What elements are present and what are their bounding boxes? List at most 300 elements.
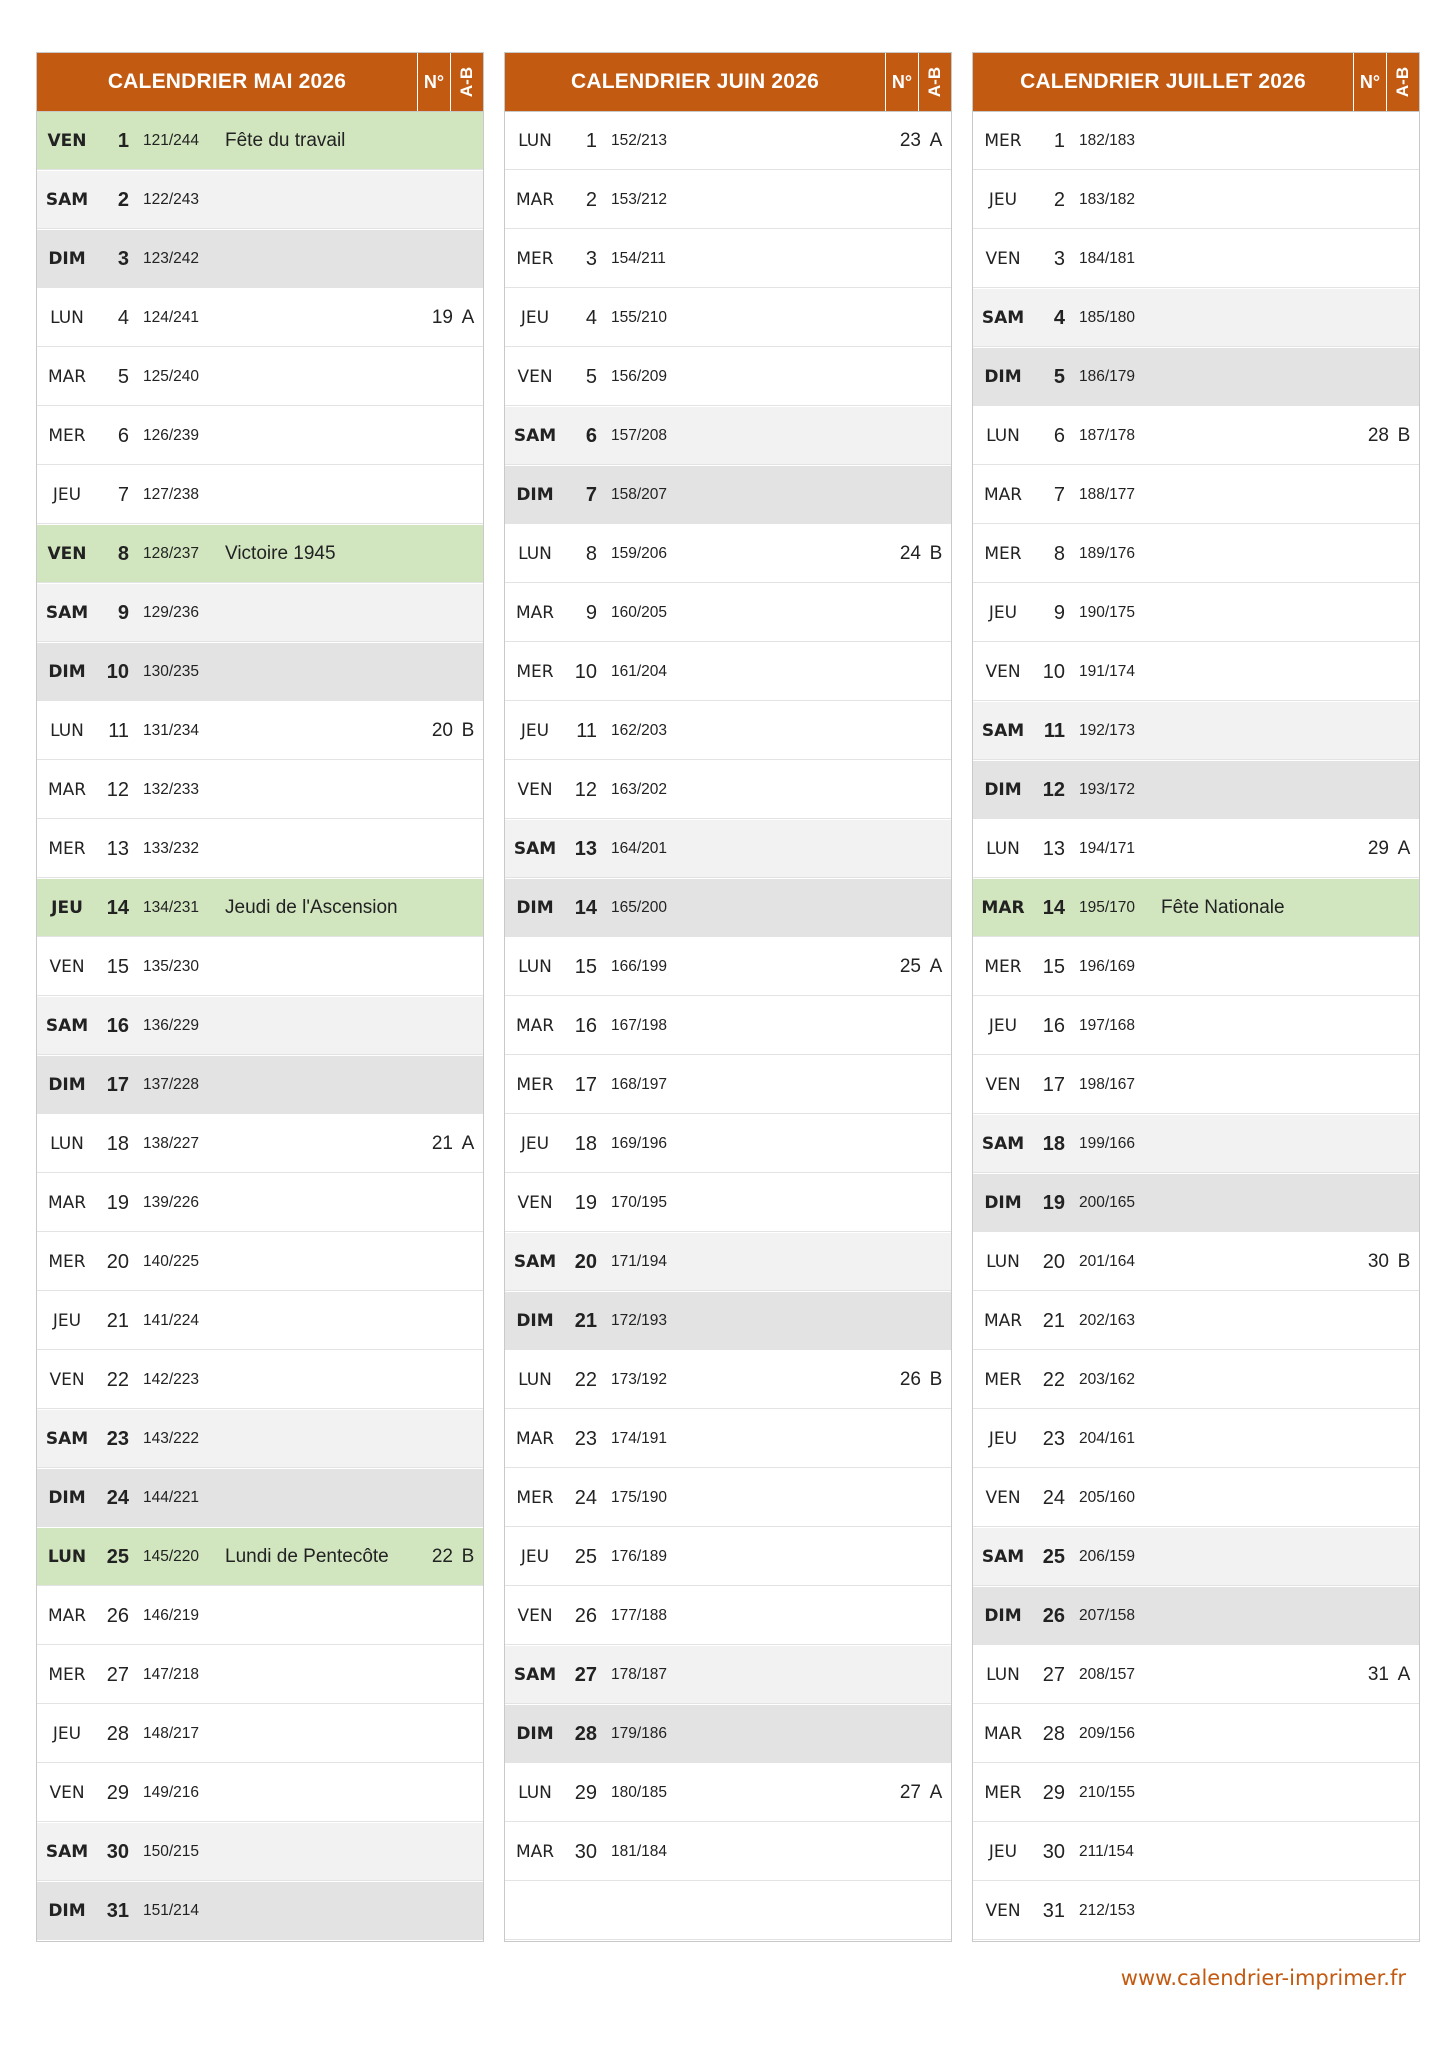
day-number: 3	[585, 247, 597, 270]
month-header	[505, 53, 951, 112]
day-name: SAM	[45, 1429, 89, 1449]
day-number: 11	[1043, 719, 1065, 742]
day-row	[505, 938, 951, 997]
day-name: LUN	[47, 1547, 87, 1567]
day-number: 2	[117, 188, 129, 211]
day-name: DIM	[48, 1488, 86, 1508]
day-name: SAM	[981, 1547, 1025, 1567]
day-number: 21	[1042, 1309, 1065, 1332]
day-row	[37, 1882, 483, 1941]
day-number: 23	[1042, 1427, 1065, 1450]
day-name: SAM	[45, 1016, 89, 1036]
ab-week-header: A-B	[450, 53, 483, 111]
day-number: 17	[574, 1073, 597, 1096]
day-of-year: 178/187	[611, 1666, 668, 1683]
day-row	[37, 1174, 483, 1233]
day-name: MAR	[983, 1311, 1023, 1331]
day-number: 9	[1053, 601, 1065, 624]
day-of-year: 121/244	[143, 132, 200, 149]
day-row	[505, 820, 951, 879]
month-may	[36, 52, 484, 1942]
day-number: 31	[106, 1899, 129, 1922]
week-number: 23	[899, 130, 921, 151]
day-row	[37, 1056, 483, 1115]
day-row	[37, 938, 483, 997]
day-of-year: 133/232	[143, 840, 200, 857]
day-number: 3	[117, 247, 129, 270]
day-name: JEU	[988, 1016, 1018, 1036]
day-of-year: 146/219	[143, 1607, 200, 1624]
ab-week-header: A-B	[1386, 53, 1419, 111]
day-of-year: 163/202	[611, 781, 668, 798]
day-row	[37, 407, 483, 466]
day-of-year: 147/218	[143, 1666, 200, 1683]
day-row	[973, 112, 1419, 171]
week-number: 19	[431, 307, 453, 328]
holiday-name: Fête Nationale	[1161, 897, 1285, 918]
day-name: JEU	[520, 1547, 550, 1567]
day-name: MAR	[983, 485, 1023, 505]
day-name: VEN	[985, 1075, 1021, 1095]
day-name: SAM	[45, 190, 89, 210]
day-name: MER	[984, 1783, 1022, 1803]
day-number: 1	[585, 129, 597, 152]
day-name: DIM	[984, 367, 1022, 387]
day-name: JEU	[51, 898, 83, 918]
day-number: 16	[574, 1014, 597, 1037]
day-of-year: 198/167	[1079, 1076, 1136, 1093]
day-name: VEN	[47, 544, 87, 564]
day-name: DIM	[48, 249, 86, 269]
day-name: SAM	[45, 1842, 89, 1862]
day-row	[505, 997, 951, 1056]
day-of-year: 209/156	[1079, 1725, 1136, 1742]
day-name: VEN	[517, 780, 553, 800]
day-number: 17	[1042, 1073, 1065, 1096]
day-number: 4	[585, 306, 597, 329]
day-number: 22	[1042, 1368, 1065, 1391]
day-of-year: 123/242	[143, 250, 200, 267]
day-name: LUN	[518, 1370, 552, 1390]
day-row	[505, 1174, 951, 1233]
day-row	[973, 938, 1419, 997]
day-name: VEN	[47, 131, 87, 151]
day-number: 25	[106, 1545, 129, 1568]
day-row	[37, 1646, 483, 1705]
day-of-year: 200/165	[1079, 1194, 1136, 1211]
footer-url[interactable]: www.calendrier-imprimer.fr	[1120, 1966, 1406, 1990]
day-row	[973, 230, 1419, 289]
day-name: MAR	[47, 367, 87, 387]
day-row	[37, 584, 483, 643]
day-number: 7	[117, 483, 129, 506]
day-name: MER	[984, 957, 1022, 977]
day-name: JEU	[988, 603, 1018, 623]
day-row	[37, 289, 483, 348]
month-header	[37, 53, 483, 112]
day-of-year: 206/159	[1079, 1548, 1136, 1565]
day-name: LUN	[518, 957, 552, 977]
day-name: VEN	[985, 662, 1021, 682]
day-of-year: 124/241	[143, 309, 200, 326]
day-of-year: 164/201	[611, 840, 668, 857]
day-name: MAR	[47, 1606, 87, 1626]
day-number: 18	[106, 1132, 129, 1155]
day-name: SAM	[45, 603, 89, 623]
week-number: 30	[1367, 1251, 1389, 1272]
day-of-year: 157/208	[611, 427, 668, 444]
ab-week: B	[1397, 425, 1411, 446]
day-of-year: 138/227	[143, 1135, 200, 1152]
day-name: VEN	[985, 1901, 1021, 1921]
day-number: 1	[1053, 129, 1065, 152]
day-number: 14	[106, 896, 129, 919]
day-row	[37, 1351, 483, 1410]
day-of-year: 205/160	[1079, 1489, 1136, 1506]
day-name: MER	[48, 1665, 86, 1685]
day-row	[37, 643, 483, 702]
day-of-year: 202/163	[1079, 1312, 1136, 1329]
day-of-year: 122/243	[143, 191, 200, 208]
day-number: 5	[117, 365, 129, 388]
week-number: 22	[431, 1546, 453, 1567]
week-number-header: N°	[417, 53, 450, 111]
day-row	[973, 348, 1419, 407]
day-number: 6	[117, 424, 129, 447]
day-name: VEN	[517, 1606, 553, 1626]
ab-week: B	[1397, 1251, 1411, 1272]
day-name: DIM	[984, 1606, 1022, 1626]
day-rows	[505, 112, 951, 1941]
day-row	[505, 1823, 951, 1882]
week-number: 28	[1367, 425, 1389, 446]
day-row	[973, 1233, 1419, 1292]
day-number: 15	[574, 955, 597, 978]
day-name: VEN	[985, 249, 1021, 269]
day-name: DIM	[984, 1193, 1022, 1213]
day-number: 3	[1053, 247, 1065, 270]
day-of-year: 186/179	[1079, 368, 1136, 385]
day-number: 31	[1042, 1899, 1065, 1922]
day-row	[973, 1764, 1419, 1823]
ab-week: A	[929, 130, 943, 151]
day-number: 19	[106, 1191, 129, 1214]
day-number: 19	[1042, 1191, 1065, 1214]
day-number: 12	[574, 778, 597, 801]
day-name: JEU	[520, 721, 550, 741]
day-row	[37, 1528, 483, 1587]
day-number: 14	[574, 896, 597, 919]
day-number: 29	[574, 1781, 597, 1804]
day-of-year: 128/237	[143, 545, 200, 562]
day-of-year: 197/168	[1079, 1017, 1136, 1034]
day-number: 7	[1053, 483, 1065, 506]
week-number: 25	[899, 956, 921, 977]
day-of-year: 161/204	[611, 663, 668, 680]
ab-week: A	[1397, 838, 1411, 859]
day-of-year: 131/234	[143, 722, 200, 739]
day-of-year: 148/217	[143, 1725, 200, 1742]
day-row	[37, 1292, 483, 1351]
day-name: LUN	[518, 131, 552, 151]
day-row	[37, 1115, 483, 1174]
week-number: 21	[431, 1133, 453, 1154]
day-of-year: 155/210	[611, 309, 668, 326]
day-row	[973, 702, 1419, 761]
day-number: 26	[106, 1604, 129, 1627]
day-number: 9	[585, 601, 597, 624]
day-number: 1	[117, 129, 129, 152]
day-number: 6	[585, 424, 597, 447]
day-row	[37, 1823, 483, 1882]
day-name: LUN	[986, 426, 1020, 446]
day-name: DIM	[48, 1075, 86, 1095]
day-name: DIM	[48, 1901, 86, 1921]
day-row	[37, 1764, 483, 1823]
day-row	[505, 1882, 951, 1941]
day-number: 11	[108, 719, 129, 742]
day-row	[37, 466, 483, 525]
day-number: 23	[106, 1427, 129, 1450]
day-number: 4	[117, 306, 129, 329]
day-of-year: 194/171	[1079, 840, 1136, 857]
day-number: 10	[1042, 660, 1065, 683]
day-row	[505, 171, 951, 230]
day-row	[37, 1410, 483, 1469]
month-june	[504, 52, 952, 1942]
day-name: SAM	[981, 1134, 1025, 1154]
day-of-year: 144/221	[143, 1489, 200, 1506]
day-row	[505, 1469, 951, 1528]
day-name: MER	[516, 249, 554, 269]
day-of-year: 130/235	[143, 663, 200, 680]
day-of-year: 154/211	[611, 250, 666, 267]
day-of-year: 153/212	[611, 191, 668, 208]
day-name: MER	[516, 1075, 554, 1095]
ab-week: A	[1397, 1664, 1411, 1685]
ab-week: B	[929, 1369, 943, 1390]
day-of-year: 180/185	[611, 1784, 668, 1801]
day-row	[37, 820, 483, 879]
day-of-year: 189/176	[1079, 545, 1136, 562]
day-of-year: 177/188	[611, 1607, 668, 1624]
day-number: 30	[574, 1840, 597, 1863]
day-row	[505, 1351, 951, 1410]
day-row	[973, 407, 1419, 466]
day-of-year: 151/214	[143, 1902, 200, 1919]
day-row	[505, 407, 951, 466]
day-of-year: 176/189	[611, 1548, 668, 1565]
day-row	[505, 1528, 951, 1587]
day-number: 7	[585, 483, 597, 506]
day-of-year: 171/194	[611, 1253, 668, 1270]
day-name: DIM	[516, 1311, 554, 1331]
day-row	[505, 1587, 951, 1646]
day-name: JEU	[52, 485, 82, 505]
day-of-year: 160/205	[611, 604, 668, 621]
day-number: 21	[106, 1309, 129, 1332]
day-of-year: 129/236	[143, 604, 200, 621]
day-name: VEN	[517, 367, 553, 387]
ab-week: A	[461, 307, 475, 328]
day-of-year: 156/209	[611, 368, 668, 385]
month-july	[972, 52, 1420, 1942]
day-name: DIM	[516, 485, 554, 505]
month-header	[973, 53, 1419, 112]
day-number: 11	[576, 719, 597, 742]
day-of-year: 174/191	[611, 1430, 668, 1447]
day-of-year: 179/186	[611, 1725, 668, 1742]
day-of-year: 165/200	[611, 899, 668, 916]
day-row	[973, 1587, 1419, 1646]
day-name: JEU	[988, 1842, 1018, 1862]
day-name: MAR	[515, 1016, 555, 1036]
day-of-year: 208/157	[1079, 1666, 1136, 1683]
day-row	[37, 525, 483, 584]
day-row	[973, 997, 1419, 1056]
day-number: 8	[1053, 542, 1065, 565]
day-number: 30	[1042, 1840, 1065, 1863]
day-name: DIM	[48, 662, 86, 682]
day-number: 8	[117, 542, 129, 565]
day-of-year: 191/174	[1079, 663, 1136, 680]
day-name: MAR	[47, 780, 87, 800]
day-number: 28	[106, 1722, 129, 1745]
day-row	[973, 1823, 1419, 1882]
day-of-year: 134/231	[143, 899, 200, 916]
day-name: MAR	[515, 1842, 555, 1862]
day-of-year: 201/164	[1079, 1253, 1136, 1270]
day-name: JEU	[988, 1429, 1018, 1449]
day-name: VEN	[49, 1370, 85, 1390]
day-of-year: 196/169	[1079, 958, 1136, 975]
day-name: SAM	[513, 1252, 557, 1272]
day-number: 20	[1042, 1250, 1065, 1273]
month-title: CALENDRIER JUILLET 2026	[1020, 70, 1306, 93]
day-number: 18	[1042, 1132, 1065, 1155]
day-name: MER	[48, 839, 86, 859]
day-of-year: 182/183	[1079, 132, 1136, 149]
day-number: 25	[1042, 1545, 1065, 1568]
day-row	[37, 112, 483, 171]
day-of-year: 132/233	[143, 781, 200, 798]
day-of-year: 140/225	[143, 1253, 200, 1270]
day-row	[973, 289, 1419, 348]
day-name: MAR	[981, 898, 1025, 918]
day-row	[973, 1056, 1419, 1115]
day-of-year: 181/184	[611, 1843, 668, 1860]
day-of-year: 203/162	[1079, 1371, 1136, 1388]
day-row	[973, 761, 1419, 820]
week-number: 29	[1367, 838, 1389, 859]
day-name: MER	[984, 131, 1022, 151]
day-number: 27	[574, 1663, 597, 1686]
day-number: 28	[574, 1722, 597, 1745]
day-row	[973, 525, 1419, 584]
day-row	[505, 1292, 951, 1351]
day-name: VEN	[49, 957, 85, 977]
day-name: LUN	[986, 1665, 1020, 1685]
day-name: LUN	[518, 1783, 552, 1803]
day-number: 10	[574, 660, 597, 683]
day-number: 26	[574, 1604, 597, 1627]
day-row	[505, 289, 951, 348]
week-number: 20	[431, 720, 453, 741]
day-row	[973, 584, 1419, 643]
day-number: 28	[1042, 1722, 1065, 1745]
day-row	[973, 1705, 1419, 1764]
day-rows	[37, 112, 483, 1941]
day-row	[505, 1646, 951, 1705]
day-row	[37, 171, 483, 230]
day-name: SAM	[981, 721, 1025, 741]
day-of-year: 143/222	[143, 1430, 200, 1447]
ab-week: B	[461, 1546, 475, 1567]
day-of-year: 211/154	[1079, 1843, 1134, 1860]
day-name: MER	[516, 1488, 554, 1508]
day-row	[973, 466, 1419, 525]
day-of-year: 162/203	[611, 722, 668, 739]
day-row	[37, 230, 483, 289]
day-number: 25	[574, 1545, 597, 1568]
day-row	[505, 466, 951, 525]
week-number-header: N°	[885, 53, 918, 111]
day-name: MAR	[515, 603, 555, 623]
day-number: 4	[1053, 306, 1065, 329]
day-number: 13	[574, 837, 597, 860]
day-name: MER	[48, 426, 86, 446]
day-row	[973, 1351, 1419, 1410]
day-name: LUN	[518, 544, 552, 564]
day-number: 24	[1042, 1486, 1065, 1509]
day-row	[505, 1056, 951, 1115]
day-row	[37, 348, 483, 407]
day-name: MER	[48, 1252, 86, 1272]
day-row	[37, 997, 483, 1056]
day-name: VEN	[49, 1783, 85, 1803]
day-name: VEN	[517, 1193, 553, 1213]
day-number: 18	[574, 1132, 597, 1155]
day-number: 17	[106, 1073, 129, 1096]
day-name: MER	[984, 544, 1022, 564]
holiday-name: Jeudi de l'Ascension	[225, 897, 398, 918]
week-number: 31	[1367, 1664, 1389, 1685]
day-name: JEU	[520, 1134, 550, 1154]
day-number: 27	[106, 1663, 129, 1686]
day-name: DIM	[984, 780, 1022, 800]
day-of-year: 158/207	[611, 486, 668, 503]
day-row	[973, 879, 1419, 938]
ab-week-header: A-B	[918, 53, 951, 111]
day-number: 15	[1042, 955, 1065, 978]
day-number: 27	[1042, 1663, 1065, 1686]
day-of-year: 175/190	[611, 1489, 668, 1506]
day-of-year: 142/223	[143, 1371, 200, 1388]
day-of-year: 210/155	[1079, 1784, 1136, 1801]
day-of-year: 141/224	[143, 1312, 200, 1329]
day-row	[37, 761, 483, 820]
week-number: 26	[899, 1369, 921, 1390]
day-number: 8	[585, 542, 597, 565]
day-row	[505, 879, 951, 938]
day-name: VEN	[985, 1488, 1021, 1508]
month-title: CALENDRIER MAI 2026	[107, 70, 347, 93]
day-of-year: 184/181	[1079, 250, 1136, 267]
day-number: 13	[1042, 837, 1065, 860]
day-number: 2	[585, 188, 597, 211]
day-of-year: 183/182	[1079, 191, 1136, 208]
day-number: 29	[1042, 1781, 1065, 1804]
